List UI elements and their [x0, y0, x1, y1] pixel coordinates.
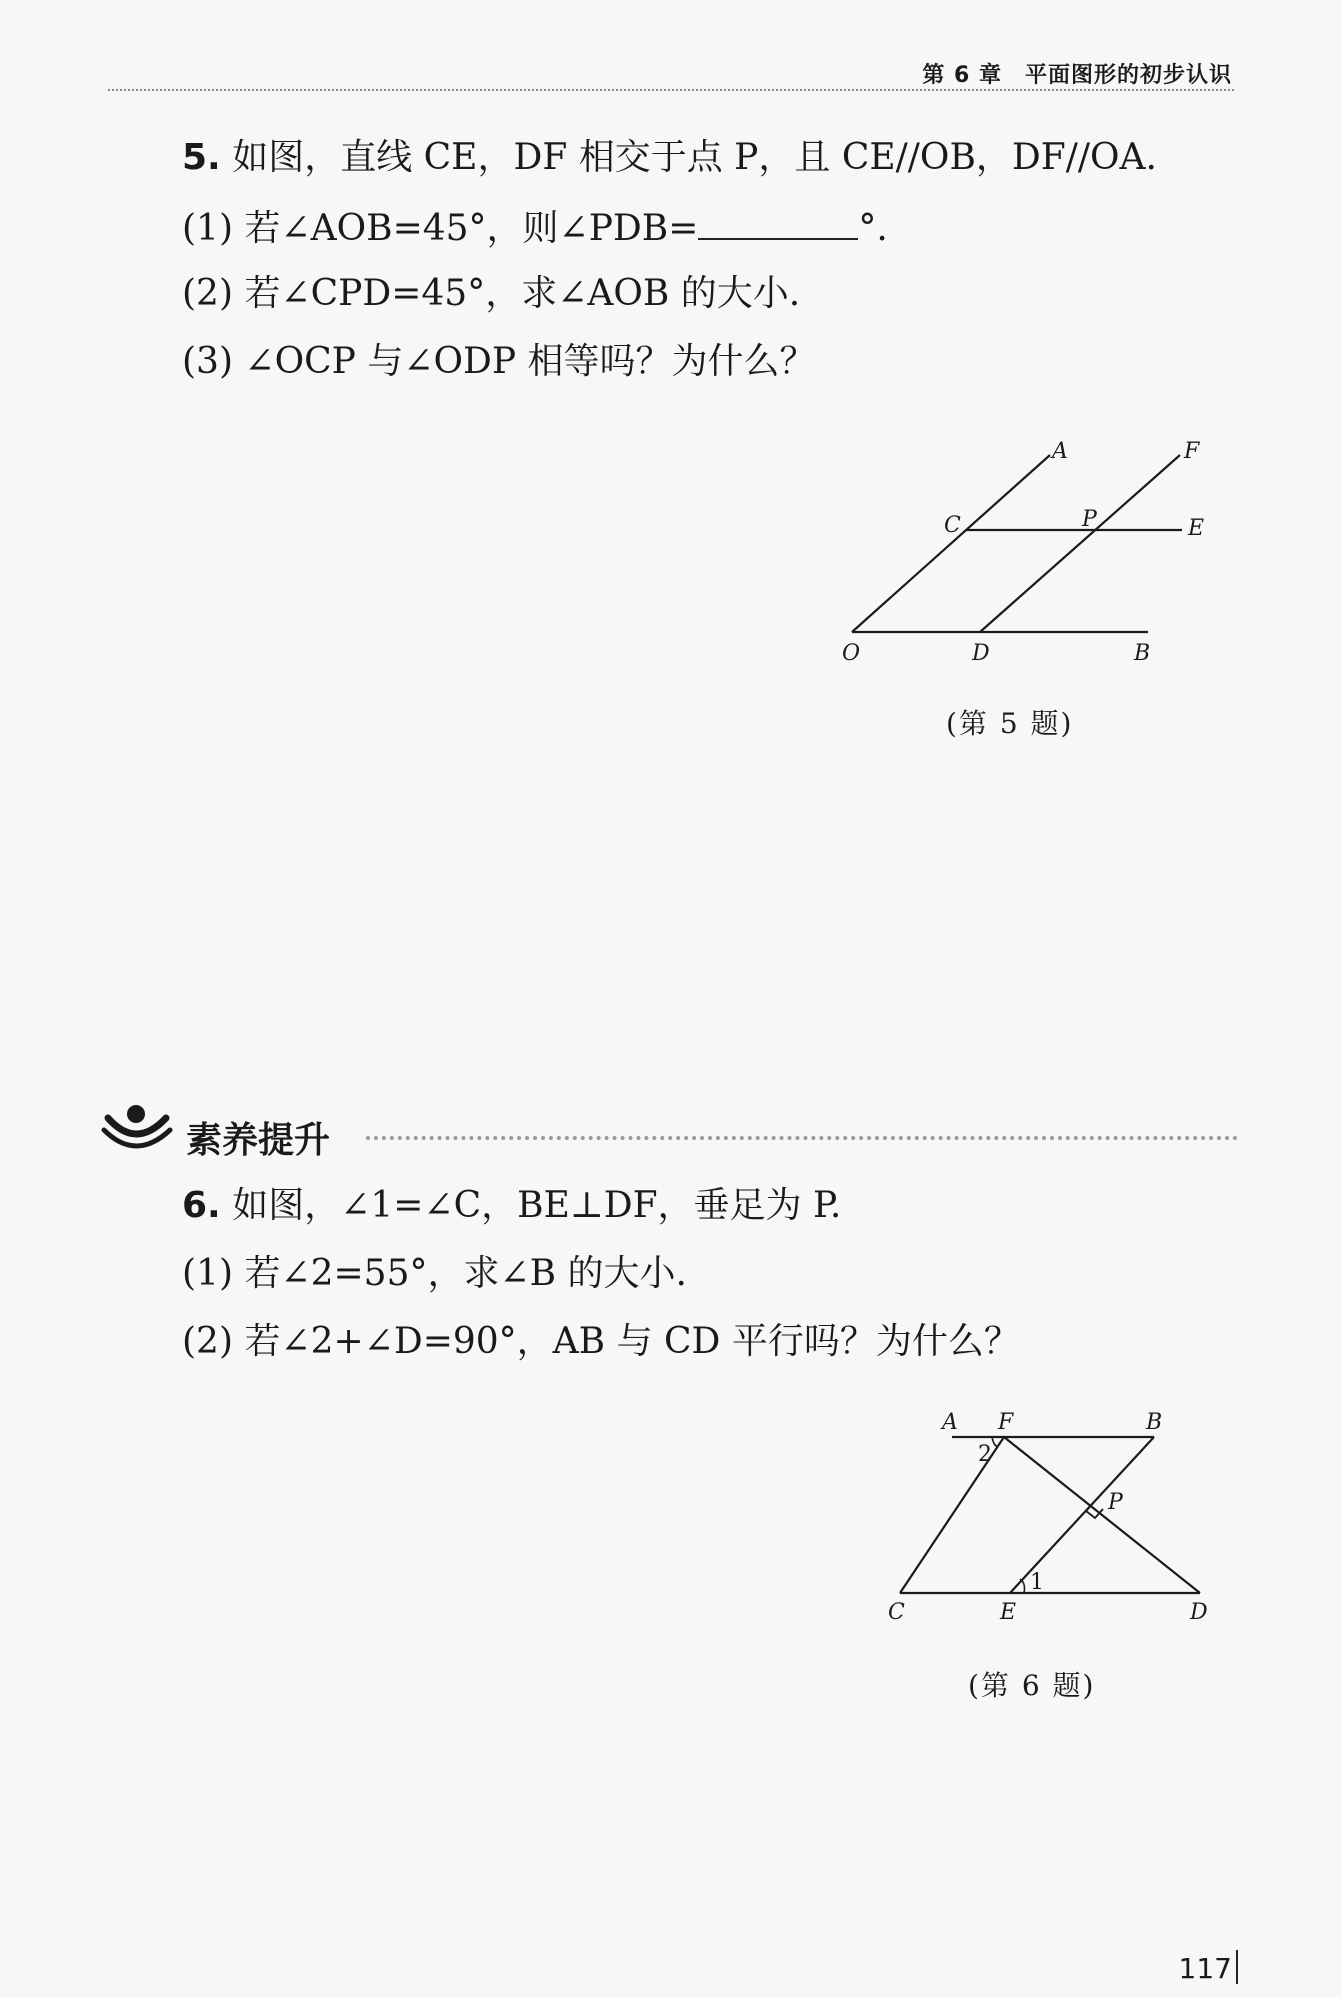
q5-label-P: P [1082, 507, 1097, 532]
q5-label-E: E [1188, 516, 1205, 541]
page-number-bar [1236, 1950, 1238, 1984]
q6-stem: 如图，∠1=∠C，BE⊥DF，垂足为 P. [232, 1185, 842, 1226]
q6-label-A: A [942, 1410, 958, 1435]
q5-label-A: A [1052, 439, 1068, 464]
header-divider [108, 89, 1234, 91]
q5-caption: (第 5 题) [946, 707, 1074, 740]
q5-line-OA [852, 455, 1050, 632]
chapter-header: 第 6 章 平面图形的初步认识 [922, 63, 1232, 88]
q6-label-F: F [998, 1410, 1014, 1435]
q6-angle2-arc [992, 1437, 998, 1446]
q6-label-P: P [1108, 1490, 1123, 1515]
q5-part1-line [182, 204, 888, 251]
q5-line-DF [980, 455, 1180, 632]
q5-part2: (2) 若∠CPD=45°，求∠AOB 的大小. [182, 273, 801, 314]
q5-part3: (3) ∠OCP 与∠ODP 相等吗？为什么？ [182, 341, 816, 382]
q5-label-B: B [1134, 641, 1151, 666]
q5-label-D: D [972, 641, 990, 666]
q6-caption: (第 6 题) [968, 1669, 1096, 1702]
q6-stem-line [182, 1184, 841, 1228]
q6-part2: (2) 若∠2+∠D=90°，AB 与 CD 平行吗？为什么？ [182, 1321, 1020, 1362]
q5-stem-line [182, 136, 1157, 180]
q6-label-B: B [1146, 1410, 1163, 1435]
q5-stem: 如图，直线 CE，DF 相交于点 P，且 CE//OB，DF//OA. [232, 137, 1157, 178]
q6-figure [870, 1405, 1230, 1645]
q5-label-O: O [842, 641, 861, 666]
q5-label-F: F [1184, 439, 1200, 464]
q5-answer-blank[interactable] [698, 204, 858, 240]
page-number: 117 [1178, 1952, 1232, 1985]
q5-figure [830, 430, 1230, 670]
q6-label-C: C [888, 1600, 905, 1625]
section-divider [366, 1136, 1238, 1140]
q6-label-1: 1 [1030, 1570, 1044, 1595]
q6-number: 6. [182, 1185, 221, 1226]
section-title: 素养提升 [186, 1120, 331, 1161]
q6-label-E: E [1000, 1600, 1017, 1625]
q6-label-D: D [1190, 1600, 1208, 1625]
q5-label-C: C [944, 513, 961, 538]
q5-part1-text: (1) 若∠AOB=45°，则∠PDB= [182, 208, 699, 249]
q6-label-2: 2 [978, 1442, 992, 1467]
q6-part1: (1) 若∠2=55°，求∠B 的大小. [182, 1253, 687, 1294]
q5-number: 5. [182, 137, 221, 178]
q5-part1-suffix: °. [858, 208, 888, 249]
section-icon [100, 1100, 174, 1156]
